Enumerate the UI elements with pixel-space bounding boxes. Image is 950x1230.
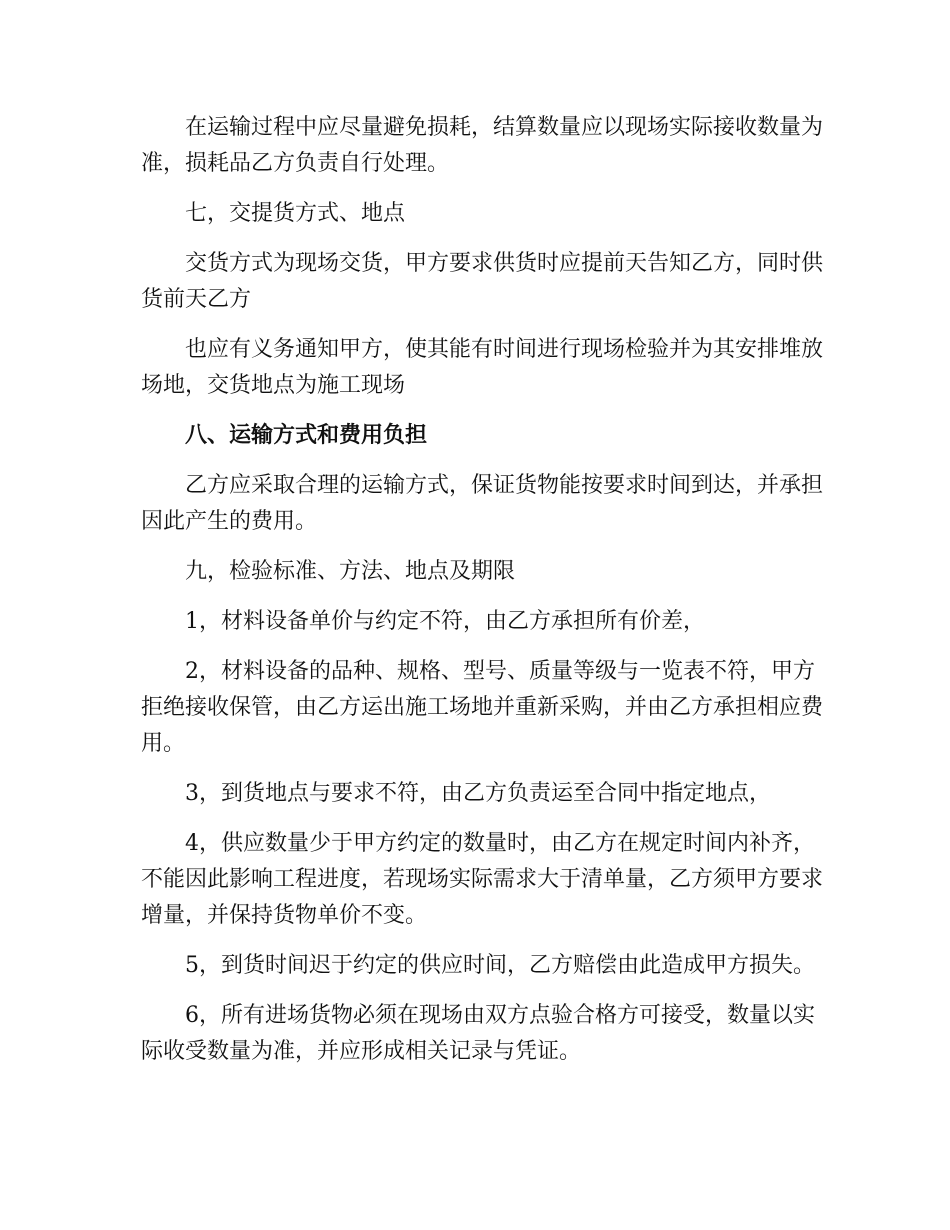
paragraph-transport-cost: 乙方应采取合理的运输方式，保证货物能按要求时间到达，并承担因此产生的费用。: [141, 473, 824, 534]
paragraph-notify-party-a: 也应有义务通知甲方，使其能有时间进行现场检验并为其安排堆放场地，交货地点为施工现场: [141, 337, 824, 398]
document-body: [141, 110, 831, 1084]
section-eight-heading: 八、运输方式和费用负担: [185, 423, 428, 448]
paragraph-loss-handling: 在运输过程中应尽量避免损耗，结算数量应以现场实际接收数量为准，损耗品乙方负责自行处理。: [141, 115, 824, 176]
section-seven-title: 七，交提货方式、地点: [185, 201, 406, 226]
inspection-item-1: 1，材料设备单价与约定不符，由乙方承担所有价差，: [185, 609, 705, 634]
inspection-item-6: 6，所有进场货物必须在现场由双方点验合格方可接受，数量以实际收受数量为准，并应形成相关记录与凭证。: [141, 1003, 815, 1064]
inspection-item-3: 3，到货地点与要求不符，由乙方负责运至合同中指定地点，: [185, 781, 771, 806]
inspection-item-5: 5，到货时间迟于约定的供应时间，乙方赔偿由此造成甲方损失。: [185, 953, 815, 978]
paragraph-delivery-method: 交货方式为现场交货，甲方要求供货时应提前天告知乙方，同时供货前天乙方: [141, 251, 824, 312]
section-nine-title: 九，检验标准、方法、地点及期限: [185, 559, 516, 584]
inspection-item-4: 4，供应数量少于甲方约定的数量时，由乙方在规定时间内补齐，不能因此影响工程进度，若现场实际需求大于清单量，乙方须甲方要求增量，并保持货物单价不变。: [141, 831, 824, 928]
inspection-item-2: 2，材料设备的品种、规格、型号、质量等级与一览表不符，甲方拒绝接收保管，由乙方运出施工场地并重新采购，并由乙方承担相应费用。: [141, 659, 824, 756]
